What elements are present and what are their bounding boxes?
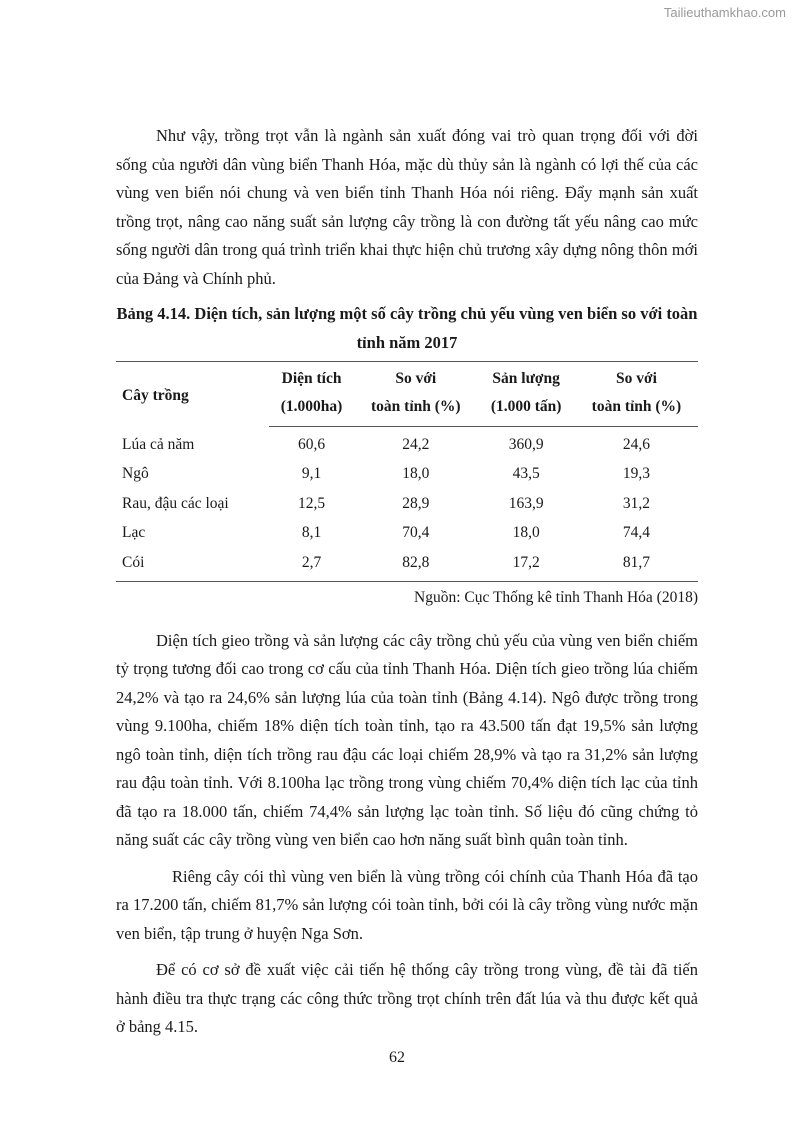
page-number: 62 (389, 1049, 405, 1066)
header-area-pct: So với (354, 362, 477, 394)
header-area-unit: (1.000ha) (269, 393, 354, 427)
paragraph-intro: Như vậy, trồng trọt vẫn là ngành sản xuất đóng vai trò quan trọng đối với đời sống của người dân vùng biển Thanh Hóa, mặc dù thủy sản là ngành có lợi thế của các vùng ven biển nói chung và ven biển tỉnh Thanh Hóa nói riêng. Đẩy mạnh sản xuất trồng trọt, nâng cao năng suất sản lượng cây trồng là con đường tất yếu nâng cao mức sống người dân trong quá trình triển khai thực hiện chủ trương xây dựng nông thôn mới của Đảng và Chính phủ. (116, 126, 698, 288)
paragraph-coi: Riêng cây cói thì vùng ven biển là vùng trồng cói chính của Thanh Hóa đã tạo ra 17.200 tấn, chiếm 81,7% sản lượng cói toàn tỉnh, bởi cói là cây trồng vùng nước mặn ven biển, tập trung ở huyện Nga Sơn. (116, 866, 698, 943)
table-row (116, 548, 698, 581)
table-row (116, 519, 698, 549)
cell-area-pct: 28,9 (402, 494, 430, 512)
header-output: Sản lượng (477, 362, 575, 394)
paragraph-next-table: Để có cơ sở đề xuất việc cải tiến hệ thống cây trồng trong vùng, đề tài đã tiến hành điều tra thực trạng các công thức trồng trọt chính trên đất lúa và thu được kết quả ở bảng 4.15. (116, 960, 698, 1036)
header-crop: Cây trồng (116, 362, 269, 427)
cell-area: 2,7 (269, 548, 354, 581)
cell-output-pct: 24,6 (622, 435, 651, 453)
cell-area: 8,1 (301, 524, 322, 542)
cell-output-pct: 19,3 (622, 465, 651, 483)
cell-crop: Lạc (122, 524, 146, 542)
table-source: Nguồn: Cục Thống kê tỉnh Thanh Hóa (2018) (414, 588, 698, 606)
table-header-row (116, 362, 698, 394)
cell-area-pct: 70,4 (402, 524, 430, 542)
cell-crop: Cói (116, 548, 269, 581)
table-row (116, 460, 698, 490)
cell-output: 43,5 (512, 465, 540, 483)
cell-area-pct: 82,8 (354, 548, 477, 581)
spacer (116, 611, 698, 627)
cell-crop: Rau, đậu các loại (122, 494, 229, 512)
cell-area-pct: 24,2 (402, 435, 430, 453)
cell-crop: Lúa cả năm (122, 435, 195, 453)
header-output-pct-unit: toàn tỉnh (%) (575, 393, 698, 427)
crop-table (116, 361, 698, 582)
cell-output: 18,0 (512, 524, 540, 542)
page-content (116, 122, 698, 1042)
cell-area: 12,5 (298, 494, 326, 512)
header-output-unit: (1.000 tấn) (477, 393, 575, 427)
cell-output-pct: 31,2 (622, 494, 651, 512)
cell-output: 17,2 (477, 548, 575, 581)
cell-output: 163,9 (508, 494, 544, 512)
cell-area-pct: 18,0 (402, 465, 430, 483)
cell-area: 9,1 (301, 465, 322, 483)
table-caption: Bảng 4.14. Diện tích, sản lượng một số cây trồng chủ yếu vùng ven biển so với toàn tỉnh năm 2017 (116, 304, 698, 352)
cell-output: 360,9 (508, 435, 544, 453)
header-area: Diện tích (269, 362, 354, 394)
header-area-pct-unit: toàn tỉnh (%) (354, 393, 477, 427)
cell-output-pct: 81,7 (575, 548, 698, 581)
cell-crop: Ngô (122, 465, 149, 483)
table-row (116, 489, 698, 519)
table-row (116, 427, 698, 460)
cell-output-pct: 74,4 (622, 524, 651, 542)
watermark: Tailieuthamkhao.com (663, 5, 786, 20)
cell-area: 60,6 (298, 435, 326, 453)
paragraph-analysis: Diện tích gieo trồng và sản lượng các cây trồng chủ yếu của vùng ven biển chiếm tỷ trọng tương đối cao trong cơ cấu của tỉnh Thanh Hóa. Diện tích gieo trồng lúa chiếm 24,2% và tạo ra 24,6% sản lượng lúa của toàn tỉnh (Bảng 4.14). Ngô được trồng trong vùng 9.100ha, chiếm 18% diện tích toàn tỉnh, tạo ra 43.500 tấn đạt 19,5% sản lượng ngô toàn tỉnh, diện tích trồng rau đậu các loại chiếm 28,9% và tạo ra 31,2% sản lượng rau đậu toàn tỉnh. Với 8.100ha lạc trồng trong vùng chiếm 70,4% diện tích lạc của tỉnh đã tạo ra 18.000 tấn, chiếm 74,4% sản lượng lạc toàn tỉnh. Số liệu đó cũng chứng tỏ năng suất các cây trồng vùng ven biển cao hơn năng suất bình quân toàn tỉnh. (116, 630, 698, 849)
header-output-pct: So với (575, 362, 698, 394)
